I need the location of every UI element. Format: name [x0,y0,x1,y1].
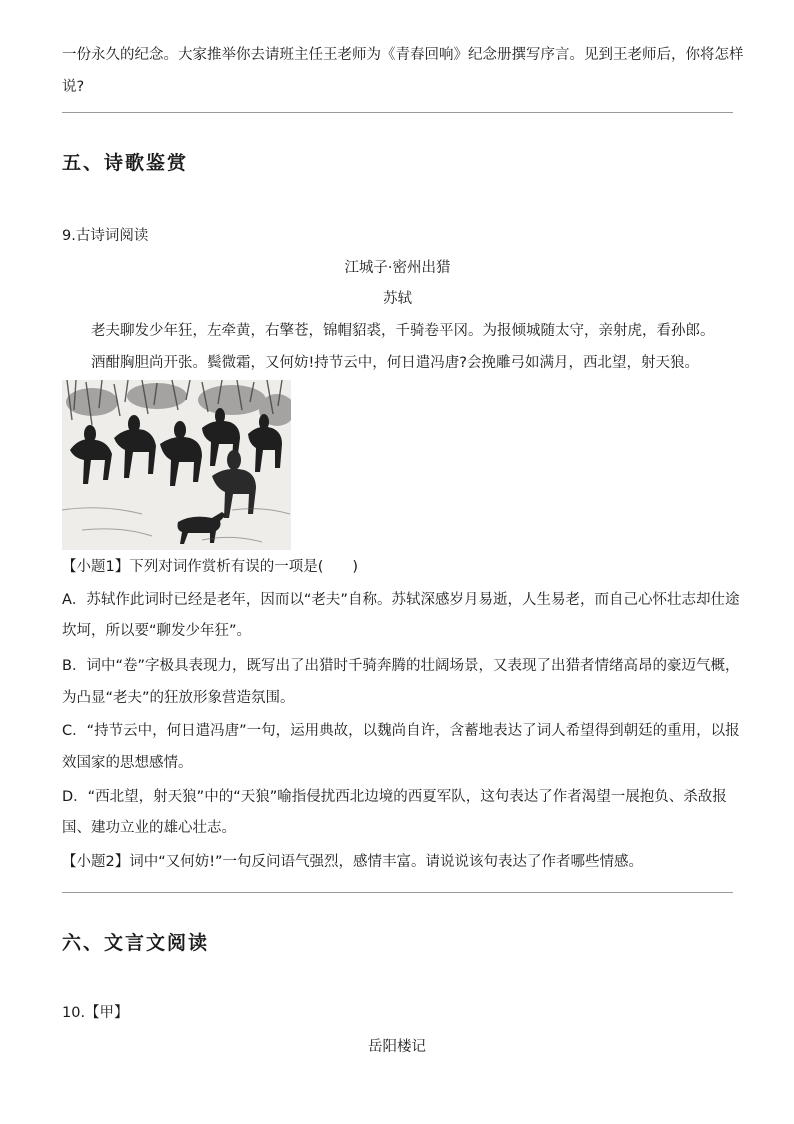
option-b-line-2: 为凸显“老夫”的狂放形象营造氛围。 [62,690,295,706]
option-c-line-2: 效国家的思想感情。 [62,755,193,771]
sub-question-1-stem: 【小题1】下列对词作赏析有误的一项是( ) [62,559,359,575]
poem-author: 苏轼 [383,291,412,307]
section-divider [62,112,733,113]
option-d-line-1: D．“西北望，射天狼”中的“天狼”喻指侵扰西北边境的西夏军队，这句表达了作者渴望一展抱负、杀敌报 [62,789,727,805]
option-d-line-2: 国、建功立业的雄心壮志。 [62,820,236,836]
section-divider [62,892,733,893]
ink-painting-illustration [62,380,291,550]
poem-title: 江城子·密州出猎 [344,260,451,276]
option-a-line-2: 坎坷，所以要“聊发少年狂”。 [62,623,252,639]
section-title-poetry: 五、诗歌鉴赏 [62,152,189,174]
text-title: 岳阳楼记 [368,1039,426,1055]
poem-stanza-2: 酒酣胸胆尚开张。鬓微霜，又何妨!持节云中，何日遣冯唐?会挽雕弓如满月，西北望，射天狼。 [91,355,700,371]
option-c-line-1: C．“持节云中，何日遣冯唐”一句，运用典故，以魏尚自许，含蓄地表达了词人希望得到朝廷的重用，以报 [62,723,740,739]
question-9-heading: 9.古诗词阅读 [62,228,149,244]
section-title-classical-chinese: 六、文言文阅读 [62,932,210,954]
prev-question-line-2: 说? [62,79,85,95]
question-10-heading: 10.【甲】 [62,1005,129,1021]
option-a-line-1: A．苏轼作此词时已经是老年，因而以“老夫”自称。苏轼深感岁月易逝，人生易老，而自己心怀壮志却仕途 [62,592,740,608]
option-b-line-1: B．词中“卷”字极具表现力，既写出了出猎时千骑奔腾的壮阔场景，又表现了出猎者情绪高昂的豪迈气概， [62,658,740,674]
poem-stanza-1: 老夫聊发少年狂，左牵黄，右擎苍，锦帽貂裘，千骑卷平冈。为报倾城随太守，亲射虎，看孙郎。 [91,323,715,339]
prev-question-line-1: 一份永久的纪念。大家推举你去请班主任王老师为《青春回响》纪念册撰写序言。见到王老师后，你将怎样 [62,47,744,63]
sub-question-2-stem: 【小题2】词中“又何妨!”一句反问语气强烈，感情丰富。请说说该句表达了作者哪些情感。 [62,854,644,870]
hunting-painting-image [62,380,291,550]
